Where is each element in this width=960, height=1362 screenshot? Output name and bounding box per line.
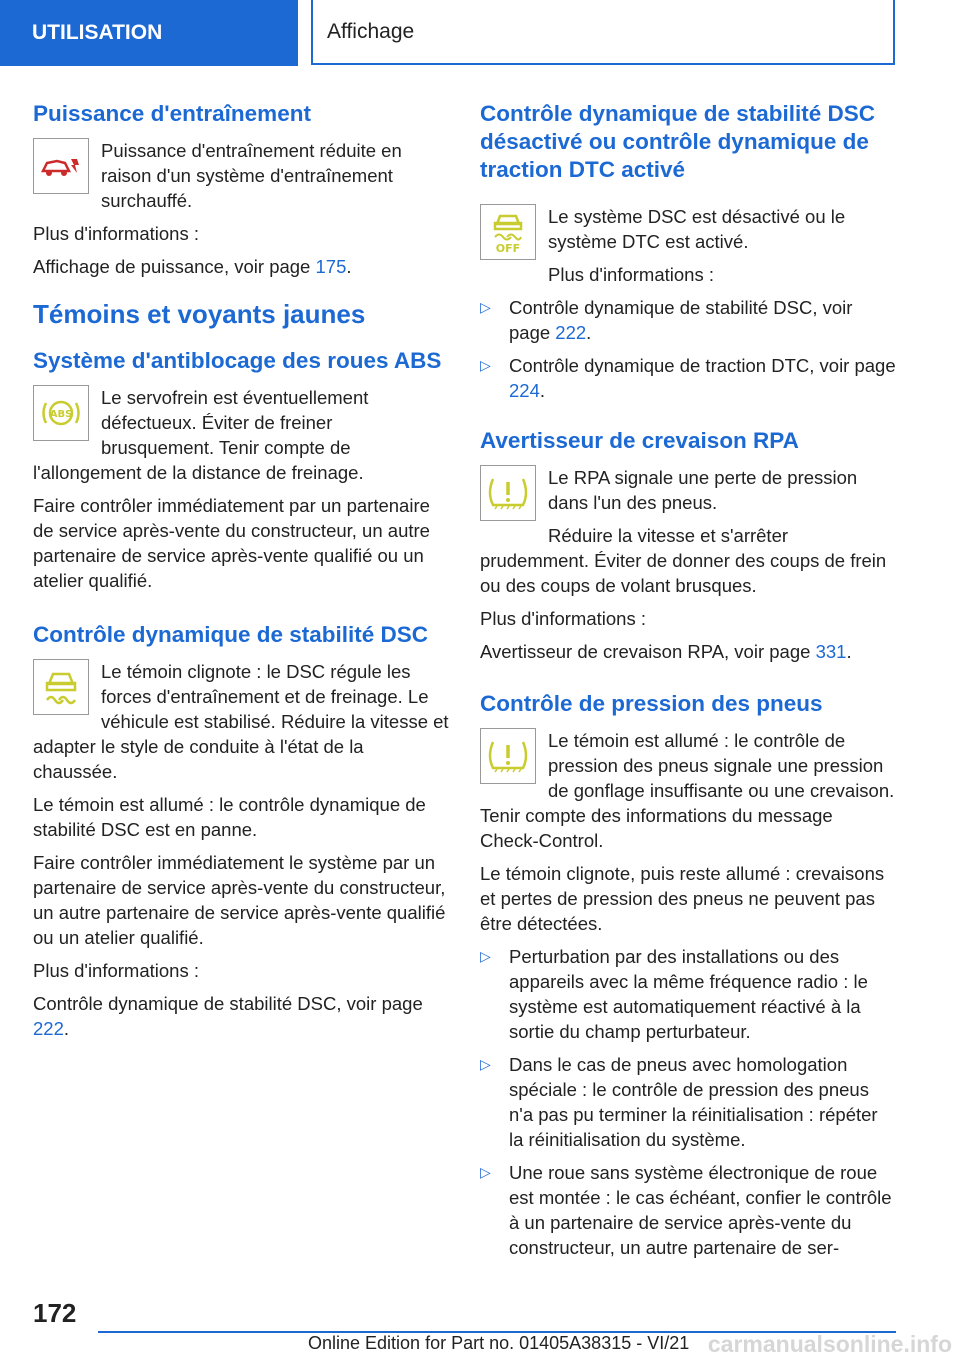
dsc-block [33, 659, 449, 792]
abs-block [33, 385, 449, 493]
dsc-title: Contrôle dynamique de stabilité DSC [33, 622, 429, 647]
list-item: ▷ Perturbation par des installations ou des appareils avec la même fréquence radio : le système est automatiquement réactivé à la sortie du champ perturbateur. [480, 946, 868, 1042]
rpa-text: Le RPA signale une perte de pression dans l'un des pneus. [548, 467, 858, 513]
page-number: 172 [33, 1298, 77, 1328]
dsc-off-list [480, 295, 896, 403]
power-title: Puissance d'entraînement [33, 101, 311, 126]
tpm-title: Contrôle de pression des pneus [480, 691, 823, 716]
abs-warning-icon [33, 385, 89, 441]
page-link-175[interactable]: 175 [315, 256, 347, 277]
abs-text: Le servofrein est éventuellement défectueux. Éviter de freiner brusquement. Tenir compte de l'allongement de la distance de freinage. [33, 387, 369, 483]
tpm-text-2: Le témoin clignote, puis reste allumé : crevaisons et pertes de pression des pneus ne peuvent pas être détectées. [480, 863, 885, 934]
tpm-list [480, 944, 896, 1260]
dsc-warning-icon [33, 659, 89, 715]
right-column [480, 100, 896, 1268]
watermark: carmanualsonline.info [707, 1331, 952, 1357]
page-link-331[interactable]: 331 [815, 641, 847, 662]
dsc-more: Plus d'informations : [33, 960, 199, 981]
dsc-text-3: Faire contrôler immédiatement le système par un partenaire de service après-vente du constructeur, un autre partenaire de service après-vente qualifié ou un atelier qualifié. [33, 852, 446, 948]
abs-title: Système d'antiblocage des roues ABS [33, 348, 442, 373]
tire-pressure-warning-icon [480, 465, 536, 521]
dsc-text-2: Le témoin est allumé : le contrôle dynamique de stabilité DSC est en panne. [33, 794, 426, 840]
page-link-224[interactable]: 224 [509, 380, 540, 401]
page-link-222[interactable]: 222 [555, 322, 587, 343]
rpa-more: Plus d'informations : [480, 608, 646, 629]
page-link-222[interactable]: 222 [33, 1018, 64, 1039]
svg-text:OFF: OFF [495, 242, 521, 254]
dsc-off-text: Le système DSC est désactivé ou le système DTC est activé. [548, 206, 846, 252]
power-text: Puissance d'entraînement réduite en raison d'un système d'entraînement surchauffé. [101, 140, 402, 211]
yellow-indicators-title: Témoins et voyants jaunes [33, 299, 366, 329]
section-tab: UTILISATION [0, 0, 298, 66]
bullet-icon: ▷ [480, 357, 491, 373]
power-ref: Affichage de puissance, voir page 175. [33, 256, 352, 277]
bullet-icon: ▷ [480, 299, 491, 315]
dsc-ref: Contrôle dynamique de stabilité DSC, voir page 222. [33, 993, 423, 1039]
bullet-icon: ▷ [480, 1164, 491, 1180]
left-column [33, 100, 449, 1049]
list-item: ▷ Une roue sans système électronique de roue est montée : le cas échéant, confier le contrôle à un partenaire de service après-vente du constructeur, un autre partenaire de ser- [480, 1162, 892, 1258]
list-item: ▷ Contrôle dynamique de stabilité DSC, voir page 222. [480, 297, 853, 343]
chapter-title: Affichage [311, 0, 895, 65]
abs-text-2: Faire contrôler immédiatement par un partenaire de service après-vente du constructeur, un autre partenaire de service après-vente qualifié ou un atelier qualifié. [33, 495, 430, 591]
power-reduced-car-icon [33, 138, 89, 194]
tire-pressure-warning-icon [480, 728, 536, 784]
bullet-icon: ▷ [480, 1056, 491, 1072]
list-item: ▷ Dans le cas de pneus avec homologation spéciale : le contrôle de pression des pneus n'a pas pu terminer la réinitialisation : répéter la réinitialisation du système. [480, 1054, 878, 1150]
rpa-text-2: Réduire la vitesse et s'arrêter prudemment. Éviter de donner des coups de frein ou des coups de volant brusques. [480, 525, 887, 596]
svg-text:ABS: ABS [49, 409, 73, 420]
rpa-ref: Avertisseur de crevaison RPA, voir page 331. [480, 641, 852, 662]
power-more: Plus d'informations : [33, 223, 199, 244]
tpm-block [480, 728, 896, 861]
rpa-title: Avertisseur de crevaison RPA [480, 428, 799, 453]
dsc-off-block [480, 204, 896, 295]
dsc-off-icon [480, 204, 536, 260]
tpm-text: Le témoin est allumé : le contrôle de pression des pneus signale une pression de gonflage insuffisante ou une crevaison. Tenir compte des informations du message Check-Control. [480, 730, 895, 851]
power-block [33, 138, 449, 221]
bullet-icon: ▷ [480, 948, 491, 964]
dsc-off-more: Plus d'informations : [548, 264, 714, 285]
dsc-text: Le témoin clignote : le DSC régule les forces d'entraînement et de freinage. Le véhicule est stabilisé. Réduire la vitesse et adapter le style de conduite à l'état de la chaussée. [33, 661, 449, 782]
edition-text: Online Edition for Part no. 01405A38315 - VI/21 [308, 1333, 690, 1353]
dsc-off-title: Contrôle dynamique de stabilité DSC désactivé ou contrôle dynamique de traction DTC activé [480, 101, 876, 182]
list-item: ▷ Contrôle dynamique de traction DTC, voir page 224. [480, 355, 896, 401]
rpa-block [480, 465, 896, 606]
